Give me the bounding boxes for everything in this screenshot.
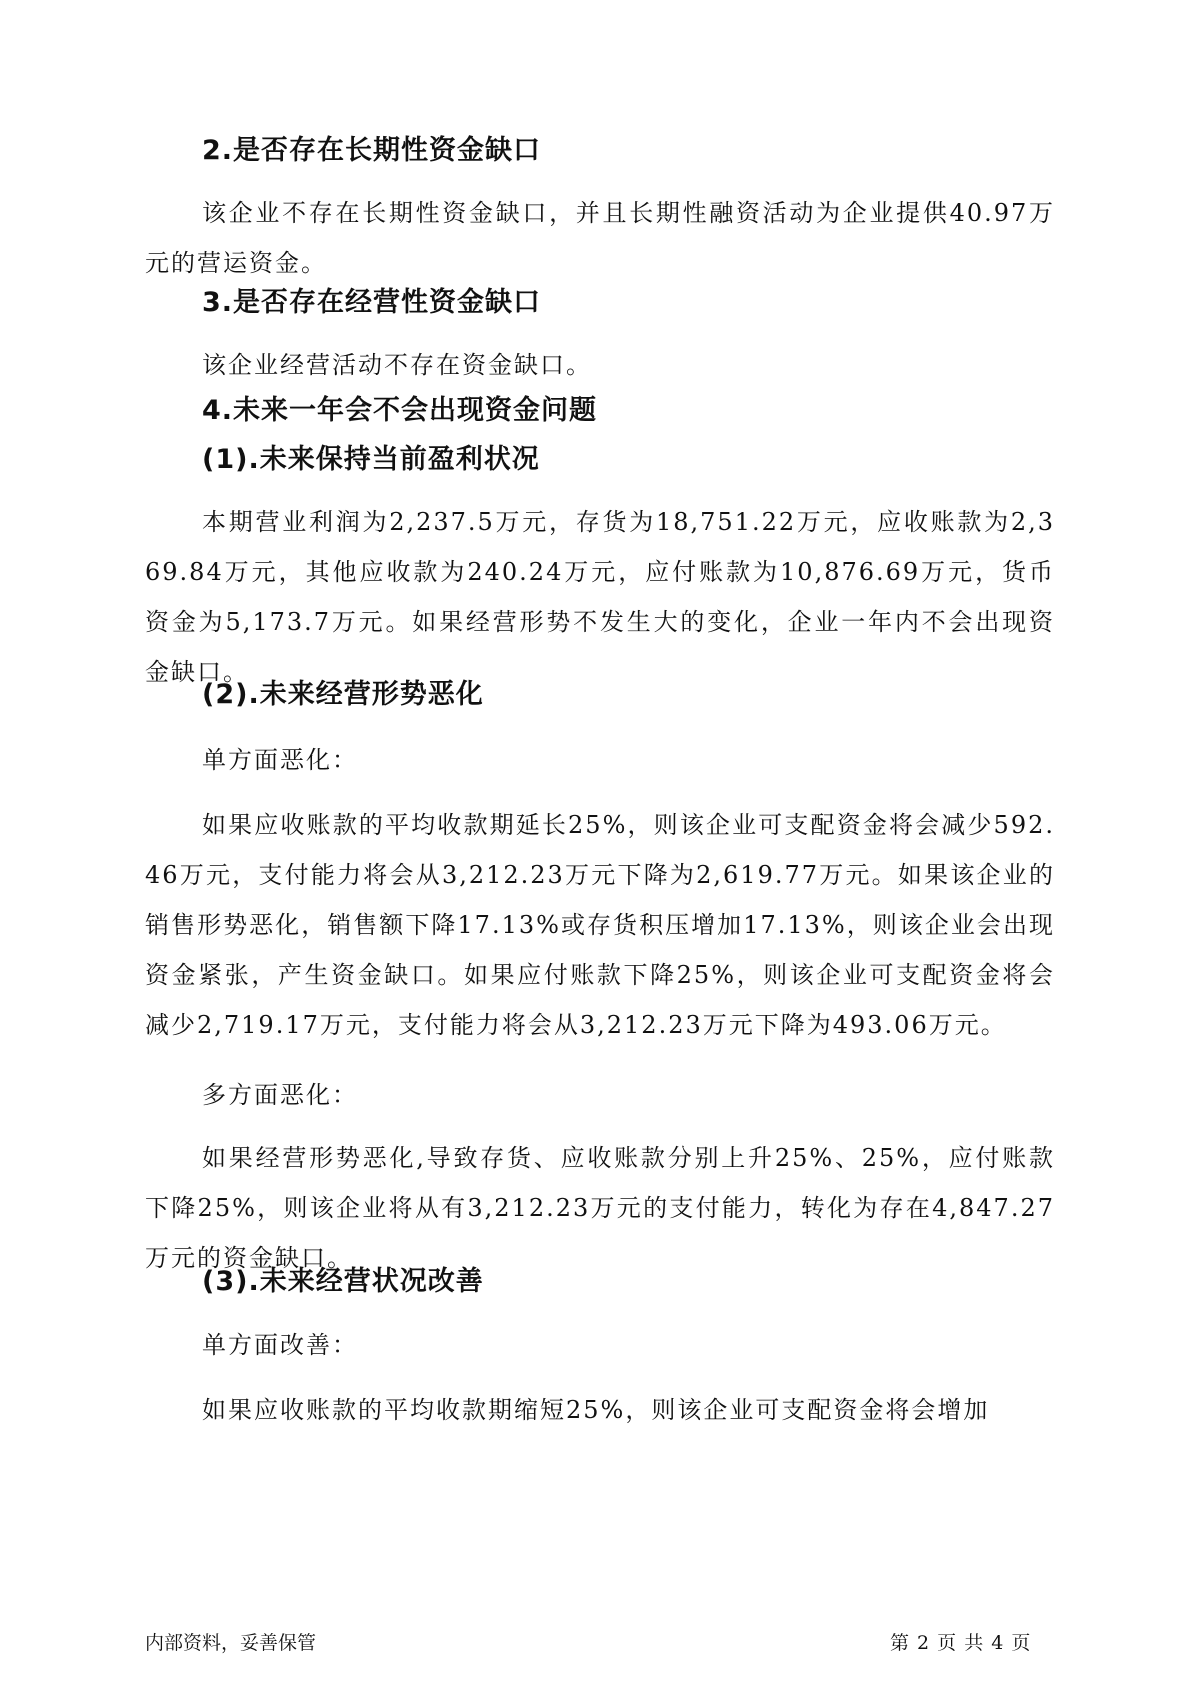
heading-current-profit: (1).未来保持当前盈利状况	[202, 444, 540, 475]
heading-operating-gap: 3.是否存在经营性资金缺口	[202, 287, 542, 318]
paragraph-long-term-gap: 该企业不存在长期性资金缺口，并且长期性融资活动为企业提供40.97万元的营运资金。	[145, 199, 1055, 277]
paragraph-operating-gap: 该企业经营活动不存在资金缺口。	[202, 351, 592, 379]
heading-worsening: (2).未来经营形势恶化	[202, 679, 484, 710]
paragraph-single-improvement-label: 单方面改善：	[202, 1331, 358, 1359]
footer-confidential: 内部资料，妥善保管	[145, 1632, 317, 1654]
footer-page-number: 第 2 页 共 4 页	[890, 1632, 1032, 1654]
heading-next-year: 4.未来一年会不会出现资金问题	[202, 395, 598, 426]
paragraph-single-worsening-label: 单方面恶化：	[202, 746, 358, 774]
paragraph-multi-worsening: 如果经营形势恶化,导致存货、应收账款分别上升25%、25%，应付账款下降25%，则该企业将从有3,212.23万元的支付能力，转化为存在4,847.27万元的资金缺口。	[145, 1144, 1055, 1272]
heading-improvement: (3).未来经营状况改善	[202, 1266, 484, 1297]
paragraph-current-profit: 本期营业利润为2,237.5万元，存货为18,751.22万元，应收账款为2,369.84万元，其他应收款为240.24万元，应付账款为10,876.69万元，货币资金为5,173.7万元。如果经营形势不发生大的变化，企业一年内不会出现资金缺口。	[145, 508, 1055, 686]
heading-long-term-gap: 2.是否存在长期性资金缺口	[202, 135, 542, 166]
paragraph-single-improvement: 如果应收账款的平均收款期缩短25%，则该企业可支配资金将会增加	[202, 1396, 990, 1424]
paragraph-multi-worsening-label: 多方面恶化：	[202, 1081, 358, 1109]
paragraph-single-worsening: 如果应收账款的平均收款期延长25%，则该企业可支配资金将会减少592.46万元，支付能力将会从3,212.23万元下降为2,619.77万元。如果该企业的销售形势恶化，销售额下降17.13%或存货积压增加17.13%，则该企业会出现资金紧张，产生资金缺口。如果应付账款下降25%，则该企业可支配资金将会减少2,719.17万元，支付能力将会从3,212.23万元下降为493.06万元。	[145, 811, 1055, 1039]
